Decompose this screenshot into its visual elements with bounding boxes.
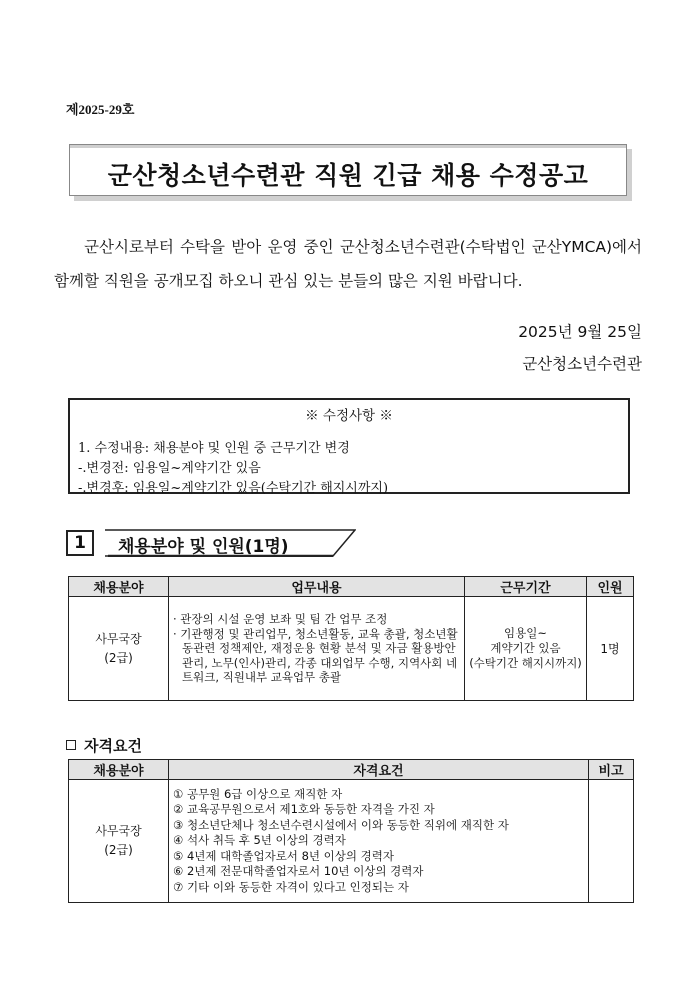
section-title: 채용분야 및 인원(1명) [118,537,289,557]
intro-paragraph [54,230,642,298]
qualification-item: ⑦ 기타 이와 동등한 자격이 있다고 인정되는 자 [173,879,409,894]
count-cell: 1명 [587,597,634,701]
duty-item: · 기관행정 및 관리업무, 청소년활동, 교육 총괄, 청소년활동관련 정책제안, 재정운용 현황 분석 및 자금 활용방안 관리, 노무(인사)관리, 각종 대외업무 수행, 지역사회 네트워크, 직원내부 교육업무 총괄 [173,626,458,685]
notice-line: 1. 수정내용: 채용분야 및 인원 중 근무기간 변경 [78,441,350,456]
qualifications-table [68,759,634,903]
field-cell [69,597,169,701]
title-box [69,144,627,196]
header-cell: 자격요건 [169,760,589,780]
duties-cell [169,597,465,701]
duty-item: · 관장의 시설 운영 보좌 및 팀 간 업무 조정 [173,612,388,627]
intro-text: 군산시로부터 수탁을 받아 운영 중인 군산청소년수련관(수탁법인 군산YMCA)에서 함께할 직원을 공개모집 하오니 관심 있는 분들의 많은 지원 바랍니다. [54,238,642,290]
qualifications-title: 자격요건 [84,737,142,755]
title-top-bar [70,145,626,148]
period-contract: 계약기간 있음 [490,641,561,655]
revision-notice-box [68,398,630,494]
qualification-item: ② 교육공무원으로서 제1호와 동등한 자격을 가진 자 [173,802,435,817]
qualification-item: ④ 석사 취득 후 5년 이상의 경력자 [173,833,346,848]
qualification-item: ③ 청소년단체나 청소년수련시설에서 이와 동등한 직위에 재직한 자 [173,817,509,832]
qualifications-heading [66,735,142,756]
field-cell [69,780,169,903]
header-cell: 채용분야 [69,760,169,780]
period-note: (수탁기간 해지시까지) [469,656,582,670]
header-cell: 채용분야 [69,577,169,597]
notice-title: ※ 수정사항 ※ [305,408,393,424]
field-name: 사무국장 [95,631,142,646]
header-cell: 비고 [589,760,634,780]
field-name: 사무국장 [95,824,142,838]
square-bullet-icon [66,740,76,750]
table-row [69,780,634,903]
section-number: 1 [66,530,94,556]
announcement-date: 2025년 9월 25일 [518,323,642,341]
table-header-row [69,760,634,780]
header-cell: 인원 [587,577,634,597]
field-grade: (2급) [104,650,133,665]
notice-line: -.변경전: 임용일~계약기간 있음 [78,461,261,476]
table-row [69,597,634,701]
header-cell: 근무기간 [465,577,587,597]
section-title-banner [104,529,356,557]
positions-table [68,576,634,701]
table-header-row [69,577,634,597]
period-start: 임용일~ [504,626,547,640]
notice-line: -.변경후: 임용일~계약기간 있음(수탁기간 해지시까지) [78,481,389,496]
qualifications-cell [169,780,589,903]
organization-name: 군산청소년수련관 [522,355,642,373]
page-title: 군산청소년수련관 직원 긴급 채용 수정공고 [107,161,589,190]
qualification-item: ⑥ 2년제 전문대학졸업자로서 10년 이상의 경력자 [173,864,424,879]
note-cell [589,780,634,903]
field-grade: (2급) [104,843,133,857]
document-number: 제2025-29호 [66,102,135,117]
qualification-item: ① 공무원 6급 이상으로 재직한 자 [173,786,343,801]
header-cell: 업무내용 [169,577,465,597]
period-cell [465,597,587,701]
qualification-item: ⑤ 4년제 대학졸업자로서 8년 이상의 경력자 [173,848,394,863]
